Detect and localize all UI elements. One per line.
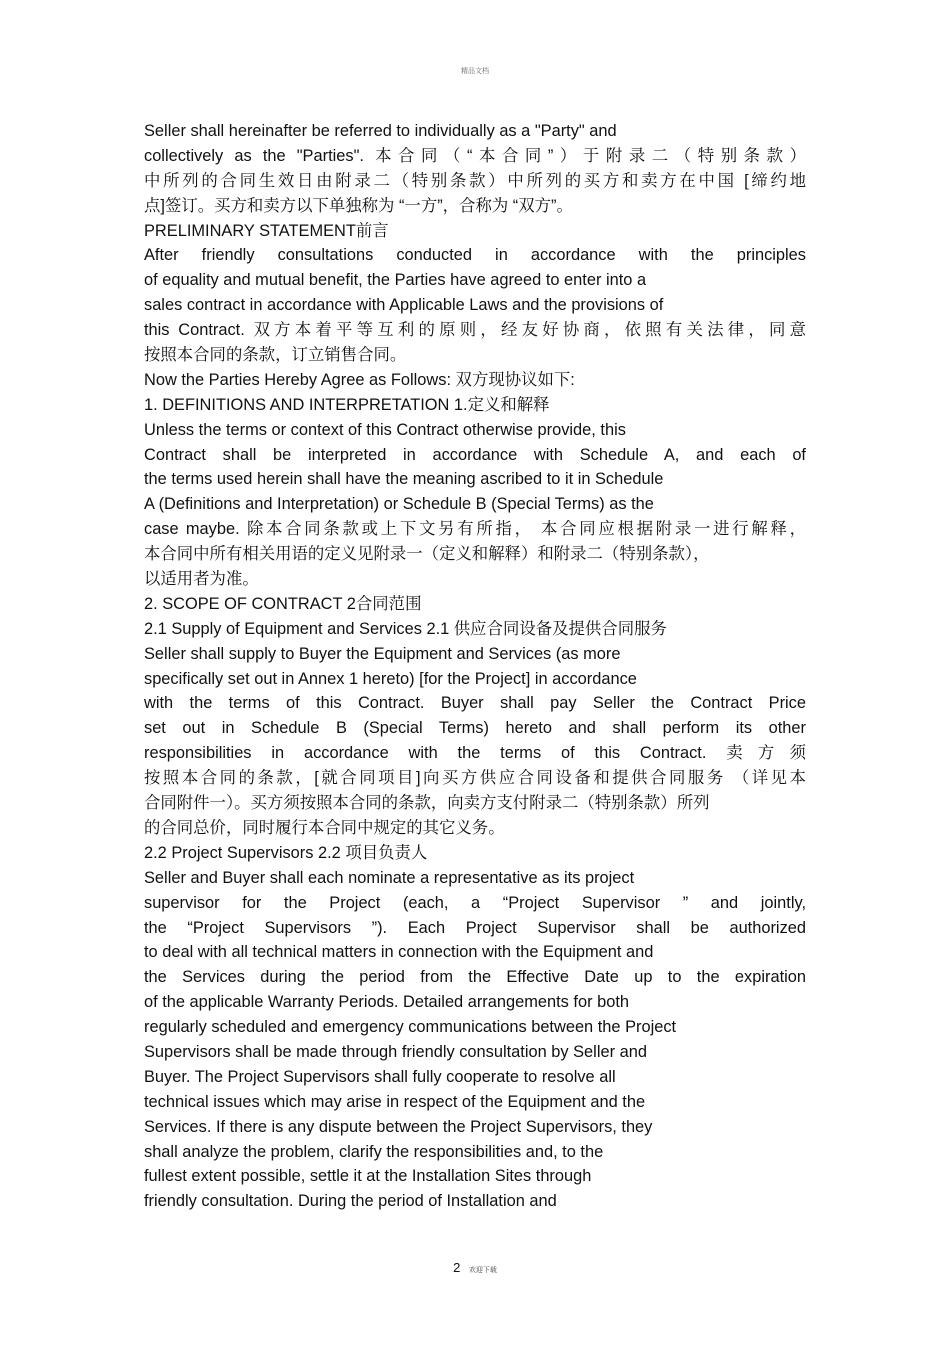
text-line: of equality and mutual benefit, the Parties have agreed to enter into a: [144, 271, 647, 290]
text-line: sales contract in accordance with Applicable Laws and the provisions of: [144, 296, 664, 315]
section-heading: PRELIMINARY STATEMENT前言: [144, 221, 389, 240]
text-line: A (Definitions and Interpretation) or Schedule B (Special Terms) as the: [144, 495, 654, 514]
text-line: friendly consultation. During the period of Installation and: [144, 1192, 557, 1211]
header-mark: 精品文档: [461, 67, 489, 75]
text-line: Services. If there is any dispute between the Project Supervisors, they: [144, 1117, 653, 1136]
section-heading: 1. DEFINITIONS AND INTERPRETATION 1.定义和解释: [144, 395, 550, 414]
text-line: Contract shall be interpreted in accordance with Schedule A, and each of: [144, 445, 806, 464]
text-line: 本合同中所有相关用语的定义见附录一（定义和解释）和附录二（特别条款），: [144, 545, 710, 564]
text-line: 点]签订。买方和卖方以下单独称为 “一方”，合称为 “双方”。: [144, 196, 573, 215]
section-heading: 2.2 Project Supervisors 2.2 项目负责人: [144, 843, 428, 862]
footer-label: 欢迎下载: [468, 1267, 497, 1274]
text-line: fullest extent possible, settle it at the Installation Sites through: [144, 1167, 592, 1186]
text-line: the Services during the period from the Effective Date up to the expiration: [144, 968, 806, 987]
text-line: Buyer. The Project Supervisors shall fully cooperate to resolve all: [144, 1067, 616, 1086]
text-line: supervisor for the Project (each, a “Project Supervisor ” and jointly,: [144, 893, 806, 912]
text-line: specifically set out in Annex 1 hereto) [for the Project] in accordance: [144, 669, 637, 688]
text-line: this Contract. 双方本着平等互利的原则，经友好协商，依照有关法律，同意: [144, 321, 806, 340]
text-line: technical issues which may arise in respect of the Equipment and the: [144, 1092, 646, 1111]
text-line: After friendly consultations conducted in accordance with the principles: [144, 246, 806, 265]
text-line: responsibilities in accordance with the terms of this Contract. 卖方须: [144, 744, 806, 763]
text-line: Seller and Buyer shall each nominate a representative as its project: [144, 868, 635, 887]
text-line: the terms used herein shall have the meaning ascribed to it in Schedule: [144, 470, 664, 489]
text-line: case maybe. 除本合同条款或上下文另有所指， 本合同应根据附录一进行解释，: [144, 520, 806, 539]
text-line: regularly scheduled and emergency communications between the Project: [144, 1018, 677, 1037]
section-heading: 2.1 Supply of Equipment and Services 2.1 供应合同设备及提供合同服务: [144, 619, 667, 638]
text-line: 按照本合同的条款，订立销售合同。: [144, 346, 407, 365]
text-line: shall analyze the problem, clarify the responsibilities and, to the: [144, 1142, 604, 1161]
section-heading: 2. SCOPE OF CONTRACT 2合同范围: [144, 594, 422, 613]
page-number: 2: [453, 1260, 461, 1275]
text-line: 按照本合同的条款，[就合同项目]向买方供应合同设备和提供合同服务 （详见本: [144, 769, 806, 788]
text-line: set out in Schedule B (Special Terms) hereto and shall perform its other: [144, 719, 806, 738]
text-line: to deal with all technical matters in connection with the Equipment and: [144, 943, 654, 962]
text-line: 合同附件一）。买方须按照本合同的条款，向卖方支付附录二（特别条款）所列: [144, 794, 710, 813]
text-line: the “Project Supervisors ”). Each Project Supervisor shall be authorized: [144, 918, 806, 937]
text-line: Unless the terms or context of this Contract otherwise provide, this: [144, 420, 626, 439]
text-line: collectively as the "Parties". 本合同（“本合同”）于附录二（特别条款）: [144, 146, 806, 165]
text-line: 以适用者为准。: [144, 570, 259, 589]
page-footer: [0, 1259, 950, 1277]
text-line: of the applicable Warranty Periods. Detailed arrangements for both: [144, 993, 629, 1012]
text-line: Supervisors shall be made through friendly consultation by Seller and: [144, 1042, 647, 1061]
text-line: with the terms of this Contract. Buyer shall pay Seller the Contract Price: [144, 694, 806, 713]
text-line: Seller shall supply to Buyer the Equipment and Services (as more: [144, 644, 621, 663]
document-body: [144, 119, 806, 1214]
text-line: 的合同总价，同时履行本合同中规定的其它义务。: [144, 818, 505, 837]
text-line: Now the Parties Hereby Agree as Follows: 双方现协议如下:: [144, 370, 575, 389]
text-line: Seller shall hereinafter be referred to individually as a "Party" and: [144, 122, 617, 140]
text-line: 中所列的合同生效日由附录二（特别条款）中所列的买方和卖方在中国 [缔约地: [144, 171, 806, 190]
